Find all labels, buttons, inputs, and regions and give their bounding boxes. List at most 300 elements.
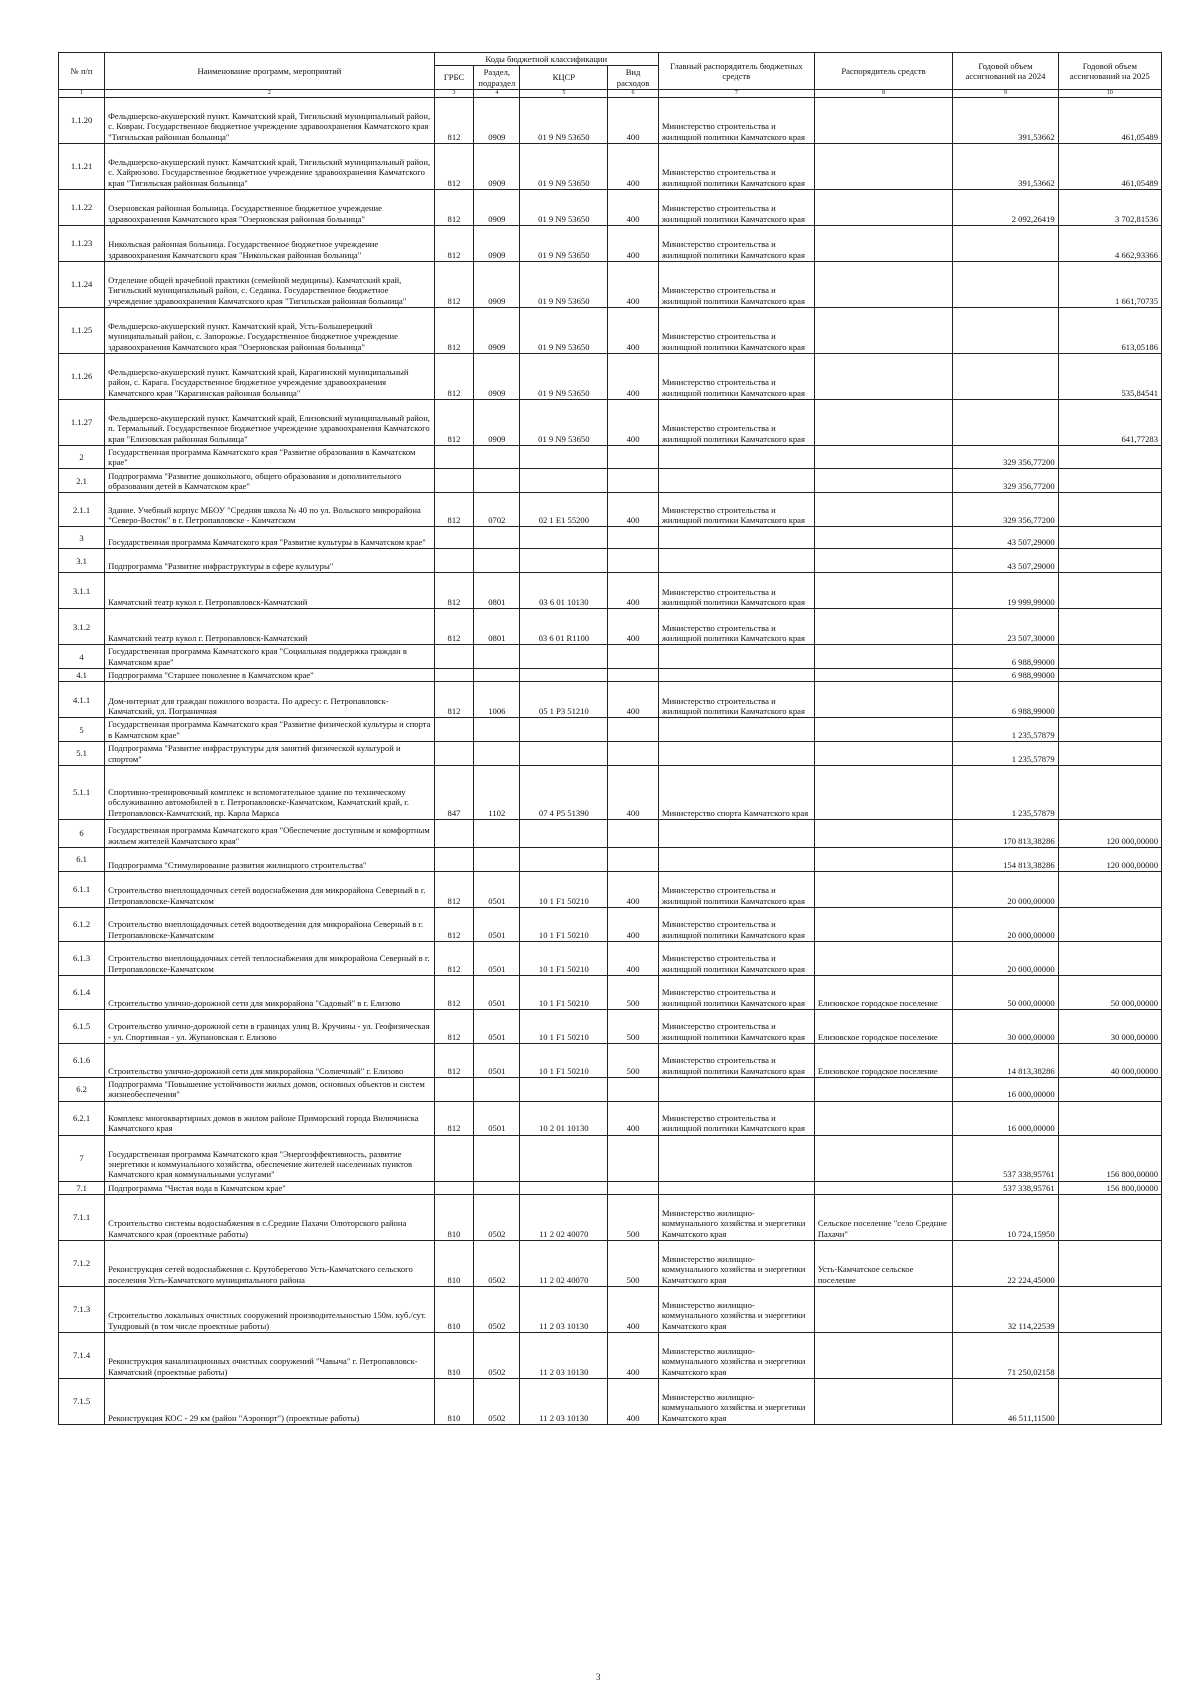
row-main-manager: Министерство строительства и жилищной политики Камчатского края [658, 573, 814, 609]
row-grbs: 812 [434, 97, 474, 143]
table-row [59, 765, 1162, 819]
row-name: Строительство улично-дорожной сети для микрорайона "Солнечный" г. Елизово [105, 1043, 435, 1077]
row-vol-2025 [1058, 469, 1161, 493]
row-grbs: 812 [434, 493, 474, 527]
row-vol-2025 [1058, 445, 1161, 469]
row-vol-2025 [1058, 907, 1161, 941]
row-kcsr [520, 1181, 608, 1194]
row-main-manager: Министерство строительства и жилищной политики Камчатского края [658, 353, 814, 399]
row-vol-2025 [1058, 1101, 1161, 1135]
row-number: 7 [59, 1135, 105, 1181]
row-razdel [474, 718, 520, 742]
row-number: 1.1.21 [59, 143, 105, 189]
row-main-manager [658, 527, 814, 549]
row-vol-2024: 71 250,02158 [953, 1332, 1058, 1378]
row-vol-2024: 19 999,99000 [953, 573, 1058, 609]
row-main-manager [658, 549, 814, 573]
row-vol-2024: 23 507,30000 [953, 609, 1058, 645]
row-name: Отделение общей врачебной практики (семейной медицины). Камчатский край, Тигильский муниципальный район, с. Седанка. Государственное бюджетное учреждение здравоохранения Камчатского края "Тигильская районная больница" [105, 261, 435, 307]
row-grbs [434, 1135, 474, 1181]
row-razdel: 0909 [474, 261, 520, 307]
row-vid: 400 [608, 97, 659, 143]
table-body [59, 97, 1162, 1424]
row-kcsr [520, 469, 608, 493]
row-razdel [474, 741, 520, 765]
row-kcsr: 11 2 02 40070 [520, 1194, 608, 1240]
row-kcsr: 11 2 03 10130 [520, 1378, 608, 1424]
row-main-manager [658, 741, 814, 765]
row-grbs: 812 [434, 975, 474, 1009]
row-razdel: 0502 [474, 1194, 520, 1240]
row-vol-2025: 120 000,00000 [1058, 819, 1161, 847]
row-number: 1.1.20 [59, 97, 105, 143]
row-vol-2024 [953, 307, 1058, 353]
row-manager [814, 261, 952, 307]
row-vol-2024: 16 000,00000 [953, 1077, 1058, 1101]
table-row [59, 493, 1162, 527]
row-name: Подпрограмма "Стимулирование развития жилищного строительства" [105, 847, 435, 871]
row-number: 3.1 [59, 549, 105, 573]
row-vol-2025 [1058, 1332, 1161, 1378]
row-kcsr: 10 2 01 10130 [520, 1101, 608, 1135]
row-name: Подпрограмма "Развитие дошкольного, общего образования и дополнительного образования детей в Камчатском крае" [105, 469, 435, 493]
row-manager [814, 645, 952, 669]
header-vol-2024: Годовой объем ассигнований на 2024 [953, 53, 1058, 90]
row-grbs: 812 [434, 189, 474, 225]
row-manager [814, 493, 952, 527]
row-number: 7.1.1 [59, 1194, 105, 1240]
row-manager [814, 941, 952, 975]
row-razdel [474, 847, 520, 871]
row-razdel: 0909 [474, 143, 520, 189]
row-grbs [434, 718, 474, 742]
row-name: Подпрограмма "Развитие инфраструктуры в сфере культуры" [105, 549, 435, 573]
table-row [59, 669, 1162, 682]
row-name: Фельдшерско-акушерский пункт. Камчатский край, Тигильский муниципальный район, с. Ковран. Государственное бюджетное учреждение здравоохранения Камчатского края "Тигильская районная больница" [105, 97, 435, 143]
row-vol-2025 [1058, 1240, 1161, 1286]
row-razdel: 0909 [474, 353, 520, 399]
row-manager [814, 399, 952, 445]
row-main-manager: Министерство строительства и жилищной политики Камчатского края [658, 399, 814, 445]
header-vol-2025: Годовой объем ассигнований на 2025 [1058, 53, 1161, 90]
row-kcsr: 10 1 F1 50210 [520, 941, 608, 975]
row-grbs: 812 [434, 871, 474, 907]
row-kcsr: 01 9 N9 53650 [520, 399, 608, 445]
row-name: Государственная программа Камчатского края "Развитие физической культуры и спорта в Камчатском крае" [105, 718, 435, 742]
row-number: 6.2 [59, 1077, 105, 1101]
row-manager [814, 682, 952, 718]
row-main-manager: Министерство строительства и жилищной политики Камчатского края [658, 609, 814, 645]
row-main-manager: Министерство строительства и жилищной политики Камчатского края [658, 261, 814, 307]
row-razdel: 0501 [474, 941, 520, 975]
table-row [59, 1101, 1162, 1135]
row-vid: 400 [608, 765, 659, 819]
row-main-manager: Министерство строительства и жилищной политики Камчатского края [658, 307, 814, 353]
table-row [59, 1135, 1162, 1181]
row-vol-2024: 391,53662 [953, 143, 1058, 189]
row-kcsr: 01 9 N9 53650 [520, 143, 608, 189]
row-razdel [474, 645, 520, 669]
row-main-manager: Министерство жилищно-коммунального хозяйства и энергетики Камчатского края [658, 1378, 814, 1424]
row-razdel: 0801 [474, 573, 520, 609]
table-row [59, 445, 1162, 469]
row-name: Строительство улично-дорожной сети для микрорайона "Садовый" в г. Елизово [105, 975, 435, 1009]
row-main-manager: Министерство строительства и жилищной политики Камчатского края [658, 975, 814, 1009]
row-kcsr: 10 1 F1 50210 [520, 907, 608, 941]
row-vid: 400 [608, 573, 659, 609]
row-number: 1.1.27 [59, 399, 105, 445]
row-number: 3 [59, 527, 105, 549]
row-vol-2024: 20 000,00000 [953, 907, 1058, 941]
row-vid: 400 [608, 189, 659, 225]
row-name: Строительство системы водоснабжения в с.Средние Пахачи Олюторского района Камчатского края (проектные работы) [105, 1194, 435, 1240]
row-vol-2025: 50 000,00000 [1058, 975, 1161, 1009]
row-vid [608, 819, 659, 847]
row-grbs [434, 1181, 474, 1194]
header-razdel: Раздел, подраздел [474, 66, 520, 90]
row-grbs: 812 [434, 1043, 474, 1077]
row-vid [608, 847, 659, 871]
row-kcsr [520, 669, 608, 682]
row-vol-2024: 1 235,57879 [953, 718, 1058, 742]
row-vol-2025 [1058, 1378, 1161, 1424]
row-razdel: 0801 [474, 609, 520, 645]
row-kcsr: 01 9 N9 53650 [520, 189, 608, 225]
row-vol-2024: 43 507,29000 [953, 549, 1058, 573]
budget-table-sheet [58, 52, 1162, 1425]
row-manager [814, 1101, 952, 1135]
row-vol-2025: 535,84541 [1058, 353, 1161, 399]
row-grbs [434, 445, 474, 469]
row-name: Реконструкция канализационных очистных сооружений "Чавыча" г. Петропавловск-Камчатский (проектные работы) [105, 1332, 435, 1378]
row-main-manager: Министерство строительства и жилищной политики Камчатского края [658, 143, 814, 189]
row-vid: 400 [608, 353, 659, 399]
table-row [59, 1077, 1162, 1101]
row-vol-2025 [1058, 493, 1161, 527]
table-row [59, 307, 1162, 353]
table-row [59, 819, 1162, 847]
row-kcsr: 03 6 01 R1100 [520, 609, 608, 645]
row-grbs [434, 469, 474, 493]
row-main-manager: Министерство строительства и жилищной политики Камчатского края [658, 907, 814, 941]
row-number: 6.1 [59, 847, 105, 871]
table-row [59, 907, 1162, 941]
row-razdel: 0909 [474, 307, 520, 353]
row-grbs: 810 [434, 1240, 474, 1286]
row-vid [608, 718, 659, 742]
row-vol-2024: 170 813,38286 [953, 819, 1058, 847]
row-main-manager: Министерство строительства и жилищной политики Камчатского края [658, 1009, 814, 1043]
table-row [59, 527, 1162, 549]
row-vol-2025 [1058, 669, 1161, 682]
table-row [59, 225, 1162, 261]
row-vol-2024: 32 114,22539 [953, 1286, 1058, 1332]
row-vid: 400 [608, 1286, 659, 1332]
row-grbs [434, 527, 474, 549]
row-name: Озерновская районная больница. Государственное бюджетное учреждение здравоохранения Камчатского края "Озерновская районная больница" [105, 189, 435, 225]
row-vid: 500 [608, 1043, 659, 1077]
row-name: Реконструкция сетей водоснабжения с. Крутоберегово Усть-Камчатского сельского поселения Усть-Камчатского муниципального района [105, 1240, 435, 1286]
row-vol-2024: 14 813,38286 [953, 1043, 1058, 1077]
row-grbs: 812 [434, 682, 474, 718]
row-number: 7.1.3 [59, 1286, 105, 1332]
row-number: 1.1.26 [59, 353, 105, 399]
row-razdel: 0909 [474, 97, 520, 143]
row-name: Подпрограмма "Развитие инфраструктуры для занятий физической культурой и спортом" [105, 741, 435, 765]
row-kcsr: 01 9 N9 53650 [520, 307, 608, 353]
row-manager [814, 1181, 952, 1194]
row-vol-2025: 1 661,70735 [1058, 261, 1161, 307]
row-vol-2024 [953, 261, 1058, 307]
row-razdel [474, 445, 520, 469]
row-vol-2025 [1058, 1286, 1161, 1332]
row-kcsr: 11 2 03 10130 [520, 1286, 608, 1332]
row-vol-2025 [1058, 941, 1161, 975]
row-name: Дом-интернат для граждан пожилого возраста. По адресу: г. Петропавловск-Камчатский, ул. Пограничная [105, 682, 435, 718]
header-codes: Коды бюджетной классификации [434, 53, 658, 66]
row-kcsr: 07 4 P5 51390 [520, 765, 608, 819]
row-number: 6.1.4 [59, 975, 105, 1009]
row-vid: 400 [608, 307, 659, 353]
row-number: 6.1.2 [59, 907, 105, 941]
row-vol-2025 [1058, 741, 1161, 765]
row-vol-2024: 6 988,99000 [953, 645, 1058, 669]
row-main-manager [658, 669, 814, 682]
row-manager: Усть-Камчатское сельское поселение [814, 1240, 952, 1286]
row-kcsr: 01 9 N9 53650 [520, 97, 608, 143]
row-number: 6 [59, 819, 105, 847]
row-vol-2025 [1058, 527, 1161, 549]
row-vol-2025 [1058, 645, 1161, 669]
row-vol-2024: 20 000,00000 [953, 871, 1058, 907]
row-vid [608, 1077, 659, 1101]
row-vol-2025 [1058, 609, 1161, 645]
header-main-manager: Главный распорядитель бюджетных средств [658, 53, 814, 90]
row-razdel: 0501 [474, 1101, 520, 1135]
row-vol-2024: 1 235,57879 [953, 741, 1058, 765]
row-grbs: 812 [434, 609, 474, 645]
row-razdel [474, 549, 520, 573]
row-vid: 500 [608, 1009, 659, 1043]
row-name: Фельдшерско-акушерский пункт. Камчатский край, Усть-Большерецкий муниципальный район, с. Запорожье. Государственное бюджетное учреждение здравоохранения Камчатского края "Озерновская районная больница" [105, 307, 435, 353]
row-name: Строительство внеплощадочных сетей теплоснабжения для микрорайона Северный в г. Петропавловске-Камчатском [105, 941, 435, 975]
row-vol-2024: 50 000,00000 [953, 975, 1058, 1009]
row-kcsr [520, 445, 608, 469]
row-number: 1.1.24 [59, 261, 105, 307]
row-kcsr [520, 527, 608, 549]
row-vid [608, 741, 659, 765]
row-name: Реконструкция КОС - 29 км (район "Аэропорт") (проектные работы) [105, 1378, 435, 1424]
row-kcsr: 01 9 N9 53650 [520, 261, 608, 307]
row-vol-2024: 30 000,00000 [953, 1009, 1058, 1043]
row-vol-2025 [1058, 1194, 1161, 1240]
row-manager [814, 847, 952, 871]
index-cell: 5 [520, 89, 608, 97]
row-kcsr: 03 6 01 10130 [520, 573, 608, 609]
row-manager [814, 1135, 952, 1181]
row-kcsr [520, 1077, 608, 1101]
row-vol-2024: 154 813,38286 [953, 847, 1058, 871]
row-razdel: 0502 [474, 1240, 520, 1286]
row-vol-2024: 46 511,11500 [953, 1378, 1058, 1424]
row-name: Камчатский театр кукол г. Петропавловск-Камчатский [105, 573, 435, 609]
row-manager [814, 1286, 952, 1332]
row-razdel: 0501 [474, 1043, 520, 1077]
table-row [59, 941, 1162, 975]
row-grbs: 810 [434, 1286, 474, 1332]
row-main-manager: Министерство строительства и жилищной политики Камчатского края [658, 682, 814, 718]
row-vol-2024: 6 988,99000 [953, 682, 1058, 718]
row-main-manager: Министерство строительства и жилищной политики Камчатского края [658, 493, 814, 527]
row-main-manager: Министерство жилищно-коммунального хозяйства и энергетики Камчатского края [658, 1286, 814, 1332]
row-manager [814, 1378, 952, 1424]
index-cell: 1 [59, 89, 105, 97]
row-razdel: 0502 [474, 1378, 520, 1424]
row-manager [814, 189, 952, 225]
row-name: Строительство внеплощадочных сетей водоотведения для микрорайона Северный в г. Петропавловске-Камчатском [105, 907, 435, 941]
row-grbs: 812 [434, 1101, 474, 1135]
table-row [59, 1286, 1162, 1332]
row-kcsr: 10 1 F1 50210 [520, 871, 608, 907]
row-vol-2024: 6 988,99000 [953, 669, 1058, 682]
row-vol-2025 [1058, 573, 1161, 609]
row-kcsr [520, 1135, 608, 1181]
table-row [59, 645, 1162, 669]
row-main-manager: Министерство спорта Камчатского края [658, 765, 814, 819]
row-manager [814, 741, 952, 765]
row-manager: Елизовское городское поселение [814, 1009, 952, 1043]
row-main-manager [658, 1181, 814, 1194]
row-grbs: 810 [434, 1332, 474, 1378]
row-manager [814, 718, 952, 742]
row-vid: 400 [608, 609, 659, 645]
row-manager [814, 97, 952, 143]
row-vol-2024: 2 092,26419 [953, 189, 1058, 225]
row-number: 6.1.1 [59, 871, 105, 907]
row-number: 2.1.1 [59, 493, 105, 527]
row-manager [814, 609, 952, 645]
index-cell: 7 [658, 89, 814, 97]
row-grbs [434, 669, 474, 682]
row-kcsr [520, 741, 608, 765]
index-cell: 2 [105, 89, 435, 97]
row-vid: 400 [608, 493, 659, 527]
row-vid [608, 469, 659, 493]
table-row [59, 469, 1162, 493]
table-row [59, 975, 1162, 1009]
row-vid [608, 1135, 659, 1181]
row-vid [608, 645, 659, 669]
row-name: Государственная программа Камчатского края "Энергоэффективность, развитие энергетики и коммунального хозяйства, обеспечение жителей населенных пунктов Камчатского края коммунальными услугами" [105, 1135, 435, 1181]
row-grbs: 810 [434, 1194, 474, 1240]
row-vol-2025: 120 000,00000 [1058, 847, 1161, 871]
row-razdel: 0909 [474, 225, 520, 261]
row-vol-2024: 329 356,77200 [953, 493, 1058, 527]
row-grbs: 812 [434, 573, 474, 609]
row-razdel: 1102 [474, 765, 520, 819]
row-manager [814, 445, 952, 469]
row-kcsr [520, 819, 608, 847]
row-vid: 400 [608, 143, 659, 189]
row-kcsr: 11 2 02 40070 [520, 1240, 608, 1286]
row-razdel: 0702 [474, 493, 520, 527]
row-main-manager: Министерство жилищно-коммунального хозяйства и энергетики Камчатского края [658, 1240, 814, 1286]
row-grbs: 812 [434, 307, 474, 353]
row-manager: Сельское поселение "село Средние Пахачи" [814, 1194, 952, 1240]
row-vol-2025: 641,77283 [1058, 399, 1161, 445]
row-razdel: 0502 [474, 1286, 520, 1332]
row-vol-2025 [1058, 682, 1161, 718]
row-kcsr [520, 549, 608, 573]
table-row [59, 1009, 1162, 1043]
row-name: Фельдшерско-акушерский пункт. Камчатский край, Тигильский муниципальный район, с. Хайрюзово. Государственное бюджетное учреждение здравоохранения Камчатского края "Тигильская районная больница" [105, 143, 435, 189]
row-manager [814, 819, 952, 847]
table-row [59, 189, 1162, 225]
table-row [59, 609, 1162, 645]
row-vol-2024: 329 356,77200 [953, 445, 1058, 469]
row-manager [814, 469, 952, 493]
row-vol-2024 [953, 399, 1058, 445]
row-vol-2024 [953, 225, 1058, 261]
row-name: Строительство локальных очистных сооружений производительностью 150м. куб./сут. Тундровый (в том числе проектные работы) [105, 1286, 435, 1332]
row-main-manager: Министерство жилищно-коммунального хозяйства и энергетики Камчатского края [658, 1332, 814, 1378]
row-vol-2024: 16 000,00000 [953, 1101, 1058, 1135]
table-row [59, 97, 1162, 143]
row-name: Комплекс многоквартирных домов в жилом районе Приморский города Вилючинска Камчатского края [105, 1101, 435, 1135]
row-number: 6.2.1 [59, 1101, 105, 1135]
table-row [59, 399, 1162, 445]
row-name: Фельдшерско-акушерский пункт. Камчатский край, Елизовский муниципальный район, п. Термальный. Государственное бюджетное учреждение здравоохранения Камчатского края "Елизовская районная больница" [105, 399, 435, 445]
row-kcsr: 11 2 03 10130 [520, 1332, 608, 1378]
row-name: Строительство улично-дорожной сети в границах улиц В. Кручины - ул. Геофизическая - ул. Спортивная - ул. Жупановская г. Елизово [105, 1009, 435, 1043]
row-main-manager: Министерство строительства и жилищной политики Камчатского края [658, 871, 814, 907]
row-grbs [434, 741, 474, 765]
row-number: 3.1.1 [59, 573, 105, 609]
row-grbs: 812 [434, 143, 474, 189]
row-main-manager [658, 469, 814, 493]
row-manager [814, 1332, 952, 1378]
row-name: Здание. Учебный корпус МБОУ "Средняя школа № 40 по ул. Вольского микрорайона "Северо-Восток" в г. Петропавловске - Камчатском [105, 493, 435, 527]
table-row [59, 261, 1162, 307]
header-num: № п/п [59, 53, 105, 90]
row-main-manager [658, 445, 814, 469]
row-number: 7.1.4 [59, 1332, 105, 1378]
row-vol-2024: 1 235,57879 [953, 765, 1058, 819]
row-vid [608, 669, 659, 682]
row-razdel [474, 1077, 520, 1101]
table-row [59, 718, 1162, 742]
row-vid [608, 1181, 659, 1194]
row-manager [814, 1077, 952, 1101]
row-vol-2025: 461,05489 [1058, 143, 1161, 189]
row-main-manager: Министерство строительства и жилищной политики Камчатского края [658, 941, 814, 975]
index-cell: 10 [1058, 89, 1161, 97]
row-name: Государственная программа Камчатского края "Развитие культуры в Камчатском крае" [105, 527, 435, 549]
row-main-manager [658, 645, 814, 669]
row-kcsr: 01 9 N9 53650 [520, 225, 608, 261]
row-manager [814, 527, 952, 549]
row-vol-2025 [1058, 549, 1161, 573]
row-vid [608, 527, 659, 549]
row-grbs: 812 [434, 353, 474, 399]
row-kcsr: 10 1 F1 50210 [520, 975, 608, 1009]
table-row [59, 1194, 1162, 1240]
row-number: 4 [59, 645, 105, 669]
row-grbs: 810 [434, 1378, 474, 1424]
row-razdel: 0501 [474, 907, 520, 941]
index-cell: 8 [814, 89, 952, 97]
budget-table [58, 52, 1162, 1425]
